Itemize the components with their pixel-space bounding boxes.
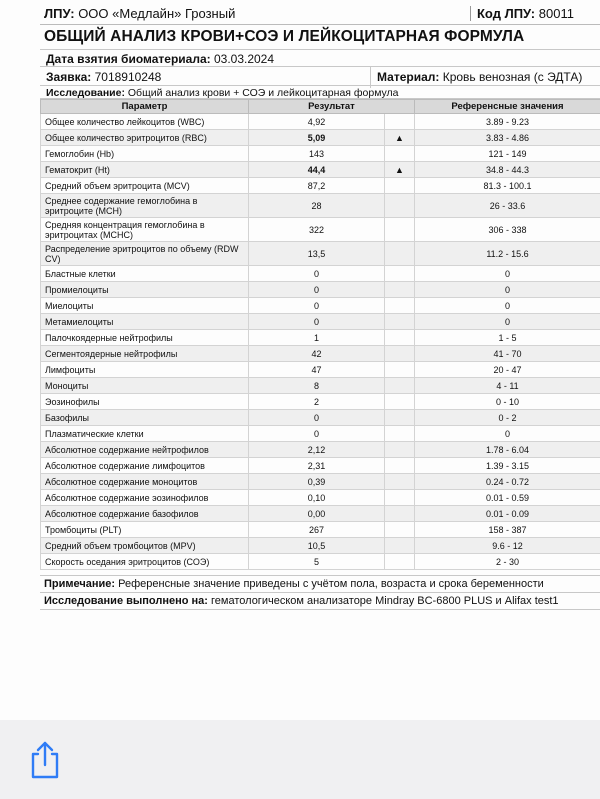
parameter-cell: Промиелоциты	[41, 282, 249, 298]
reference-cell: 0	[415, 426, 600, 442]
flag-cell	[385, 474, 415, 490]
flag-cell	[385, 554, 415, 570]
result-cell: 0	[249, 426, 385, 442]
study-label: Исследование:	[46, 87, 125, 99]
parameter-cell: Абсолютное содержание нейтрофилов	[41, 442, 249, 458]
reference-cell: 0	[415, 282, 600, 298]
result-cell: 2	[249, 394, 385, 410]
table-row	[41, 218, 600, 242]
order-row	[40, 66, 600, 85]
lpu-code-field	[470, 6, 574, 21]
table-row	[41, 554, 600, 570]
study-row	[40, 85, 600, 99]
result-cell: 0	[249, 266, 385, 282]
reference-cell: 41 - 70	[415, 346, 600, 362]
flag-cell	[385, 314, 415, 330]
result-cell: 0	[249, 282, 385, 298]
reference-cell: 1 - 5	[415, 330, 600, 346]
reference-cell: 0 - 2	[415, 410, 600, 426]
header-reference: Референсные значения	[415, 100, 600, 114]
result-cell: 13,5	[249, 242, 385, 266]
result-cell: 2,31	[249, 458, 385, 474]
parameter-cell: Абсолютное содержание эозинофилов	[41, 490, 249, 506]
parameter-cell: Метамиелоциты	[41, 314, 249, 330]
order-value: 7018910248	[94, 70, 162, 84]
flag-cell	[385, 378, 415, 394]
flag-cell	[385, 242, 415, 266]
flag-cell	[385, 506, 415, 522]
reference-cell: 1.39 - 3.15	[415, 458, 600, 474]
result-cell: 322	[249, 218, 385, 242]
flag-cell	[385, 330, 415, 346]
note-row	[40, 575, 600, 593]
table-row	[41, 522, 600, 538]
result-cell: 10,5	[249, 538, 385, 554]
table-row	[41, 266, 600, 282]
lpu-value: ООО «Медлайн» Грозный	[78, 6, 236, 21]
flag-cell	[385, 346, 415, 362]
share-icon	[27, 740, 63, 780]
result-cell: 28	[249, 194, 385, 218]
flag-cell	[385, 538, 415, 554]
result-cell: 87,2	[249, 178, 385, 194]
flag-cell	[385, 442, 415, 458]
parameter-cell: Плазматические клетки	[41, 426, 249, 442]
parameter-cell: Сегментоядерные нейтрофилы	[41, 346, 249, 362]
flag-cell: ▲	[385, 162, 415, 178]
table-row	[41, 394, 600, 410]
table-row	[41, 330, 600, 346]
flag-cell	[385, 426, 415, 442]
lpu-field	[44, 6, 235, 21]
parameter-cell: Лимфоциты	[41, 362, 249, 378]
reference-cell: 4 - 11	[415, 378, 600, 394]
reference-cell: 121 - 149	[415, 146, 600, 162]
reference-cell: 158 - 387	[415, 522, 600, 538]
result-cell: 5	[249, 554, 385, 570]
table-row	[41, 114, 600, 130]
flag-cell	[385, 298, 415, 314]
performed-on-row	[40, 592, 600, 610]
header-parameter: Параметр	[41, 100, 249, 114]
parameter-cell: Бластные клетки	[41, 266, 249, 282]
parameter-cell: Гемоглобин (Hb)	[41, 146, 249, 162]
table-row	[41, 538, 600, 554]
table-row	[41, 346, 600, 362]
lpu-label: ЛПУ:	[44, 6, 75, 21]
parameter-cell: Миелоциты	[41, 298, 249, 314]
performed-on-value: гематологическом анализаторе Mindray BC-6800 PLUS и Alifax test1	[211, 595, 559, 607]
performed-on-label: Исследование выполнено на:	[44, 595, 208, 607]
lpu-code-label: Код ЛПУ:	[477, 6, 536, 21]
parameter-cell: Тромбоциты (PLT)	[41, 522, 249, 538]
table-row	[41, 506, 600, 522]
table-row	[41, 442, 600, 458]
parameter-cell: Средний объем тромбоцитов (MPV)	[41, 538, 249, 554]
parameter-cell: Моноциты	[41, 378, 249, 394]
reference-cell: 0	[415, 314, 600, 330]
reference-cell: 0.01 - 0.09	[415, 506, 600, 522]
parameter-cell: Общее количество лейкоцитов (WBC)	[41, 114, 249, 130]
parameter-cell: Общее количество эритроцитов (RBC)	[41, 130, 249, 146]
parameter-cell: Абсолютное содержание базофилов	[41, 506, 249, 522]
header-result: Результат	[249, 100, 415, 114]
flag-cell	[385, 410, 415, 426]
result-cell: 0	[249, 314, 385, 330]
reference-cell: 11.2 - 15.6	[415, 242, 600, 266]
parameter-cell: Гематокрит (Ht)	[41, 162, 249, 178]
table-row	[41, 474, 600, 490]
result-cell: 1	[249, 330, 385, 346]
flag-cell	[385, 490, 415, 506]
reference-cell: 20 - 47	[415, 362, 600, 378]
lpu-code-value: 80011	[538, 6, 574, 21]
table-row	[41, 362, 600, 378]
order-field	[46, 70, 161, 84]
reference-cell: 9.6 - 12	[415, 538, 600, 554]
parameter-cell: Палочкоядерные нейтрофилы	[41, 330, 249, 346]
table-row	[41, 282, 600, 298]
table-header-row	[41, 100, 600, 114]
flag-cell	[385, 522, 415, 538]
parameter-cell: Скорость оседания эритроцитов (СОЭ)	[41, 554, 249, 570]
results-table	[40, 99, 600, 570]
reference-cell: 26 - 33.6	[415, 194, 600, 218]
material-label: Материал:	[377, 70, 440, 84]
table-row	[41, 242, 600, 266]
table-row	[41, 426, 600, 442]
reference-cell: 3.89 - 9.23	[415, 114, 600, 130]
reference-cell: 0	[415, 298, 600, 314]
table-row	[41, 146, 600, 162]
result-cell: 0	[249, 298, 385, 314]
flag-cell	[385, 362, 415, 378]
reference-cell: 2 - 30	[415, 554, 600, 570]
table-row	[41, 378, 600, 394]
parameter-cell: Средняя концентрация гемоглобина в эритроцитах (MCHC)	[41, 218, 249, 242]
table-row	[41, 130, 600, 146]
flag-cell	[385, 458, 415, 474]
table-row	[41, 162, 600, 178]
sample-date-label: Дата взятия биоматериала:	[46, 52, 211, 66]
result-cell: 0	[249, 410, 385, 426]
reference-cell: 3.83 - 4.86	[415, 130, 600, 146]
report-title: ОБЩИЙ АНАЛИЗ КРОВИ+СОЭ И ЛЕЙКОЦИТАРНАЯ ФОРМУЛА	[44, 28, 525, 45]
flag-cell	[385, 218, 415, 242]
share-button[interactable]	[27, 740, 63, 780]
table-row	[41, 458, 600, 474]
result-cell: 2,12	[249, 442, 385, 458]
reference-cell: 306 - 338	[415, 218, 600, 242]
result-cell: 267	[249, 522, 385, 538]
flag-cell: ▲	[385, 130, 415, 146]
reference-cell: 0.01 - 0.59	[415, 490, 600, 506]
table-row	[41, 298, 600, 314]
header-divider	[40, 24, 600, 25]
order-label: Заявка:	[46, 70, 92, 84]
table-row	[41, 314, 600, 330]
study-value: Общий анализ крови + СОЭ и лейкоцитарная формула	[127, 87, 399, 99]
parameter-cell: Абсолютное содержание моноцитов	[41, 474, 249, 490]
reference-cell: 1.78 - 6.04	[415, 442, 600, 458]
result-cell: 44,4	[249, 162, 385, 178]
table-row	[41, 178, 600, 194]
parameter-cell: Среднее содержание гемоглобина в эритроците (MCH)	[41, 194, 249, 218]
flag-cell	[385, 146, 415, 162]
reference-cell: 0.24 - 0.72	[415, 474, 600, 490]
reference-cell: 0 - 10	[415, 394, 600, 410]
flag-cell	[385, 266, 415, 282]
parameter-cell: Средний объем эритроцита (MCV)	[41, 178, 249, 194]
parameter-cell: Абсолютное содержание лимфоцитов	[41, 458, 249, 474]
table-row	[41, 410, 600, 426]
table-row	[41, 490, 600, 506]
result-cell: 4,92	[249, 114, 385, 130]
flag-cell	[385, 194, 415, 218]
flag-cell	[385, 114, 415, 130]
result-cell: 0,10	[249, 490, 385, 506]
material-value: Кровь венозная (с ЭДТА)	[442, 70, 583, 84]
result-cell: 5,09	[249, 130, 385, 146]
note-label: Примечание:	[44, 578, 116, 590]
result-cell: 143	[249, 146, 385, 162]
reference-cell: 81.3 - 100.1	[415, 178, 600, 194]
result-cell: 42	[249, 346, 385, 362]
flag-cell	[385, 178, 415, 194]
report-header	[40, 3, 600, 23]
parameter-cell: Базофилы	[41, 410, 249, 426]
result-cell: 0,39	[249, 474, 385, 490]
flag-cell	[385, 282, 415, 298]
parameter-cell: Распределение эритроцитов по объему (RDW CV)	[41, 242, 249, 266]
result-cell: 8	[249, 378, 385, 394]
sample-date	[40, 49, 600, 67]
parameter-cell: Эозинофилы	[41, 394, 249, 410]
flag-cell	[385, 394, 415, 410]
result-cell: 0,00	[249, 506, 385, 522]
reference-cell: 0	[415, 266, 600, 282]
table-row	[41, 194, 600, 218]
sample-date-value: 03.03.2024	[213, 52, 275, 66]
reference-cell: 34.8 - 44.3	[415, 162, 600, 178]
bottom-toolbar	[0, 720, 600, 799]
result-cell: 47	[249, 362, 385, 378]
note-value: Референсные значение приведены с учётом пола, возраста и срока беременности	[118, 578, 544, 590]
